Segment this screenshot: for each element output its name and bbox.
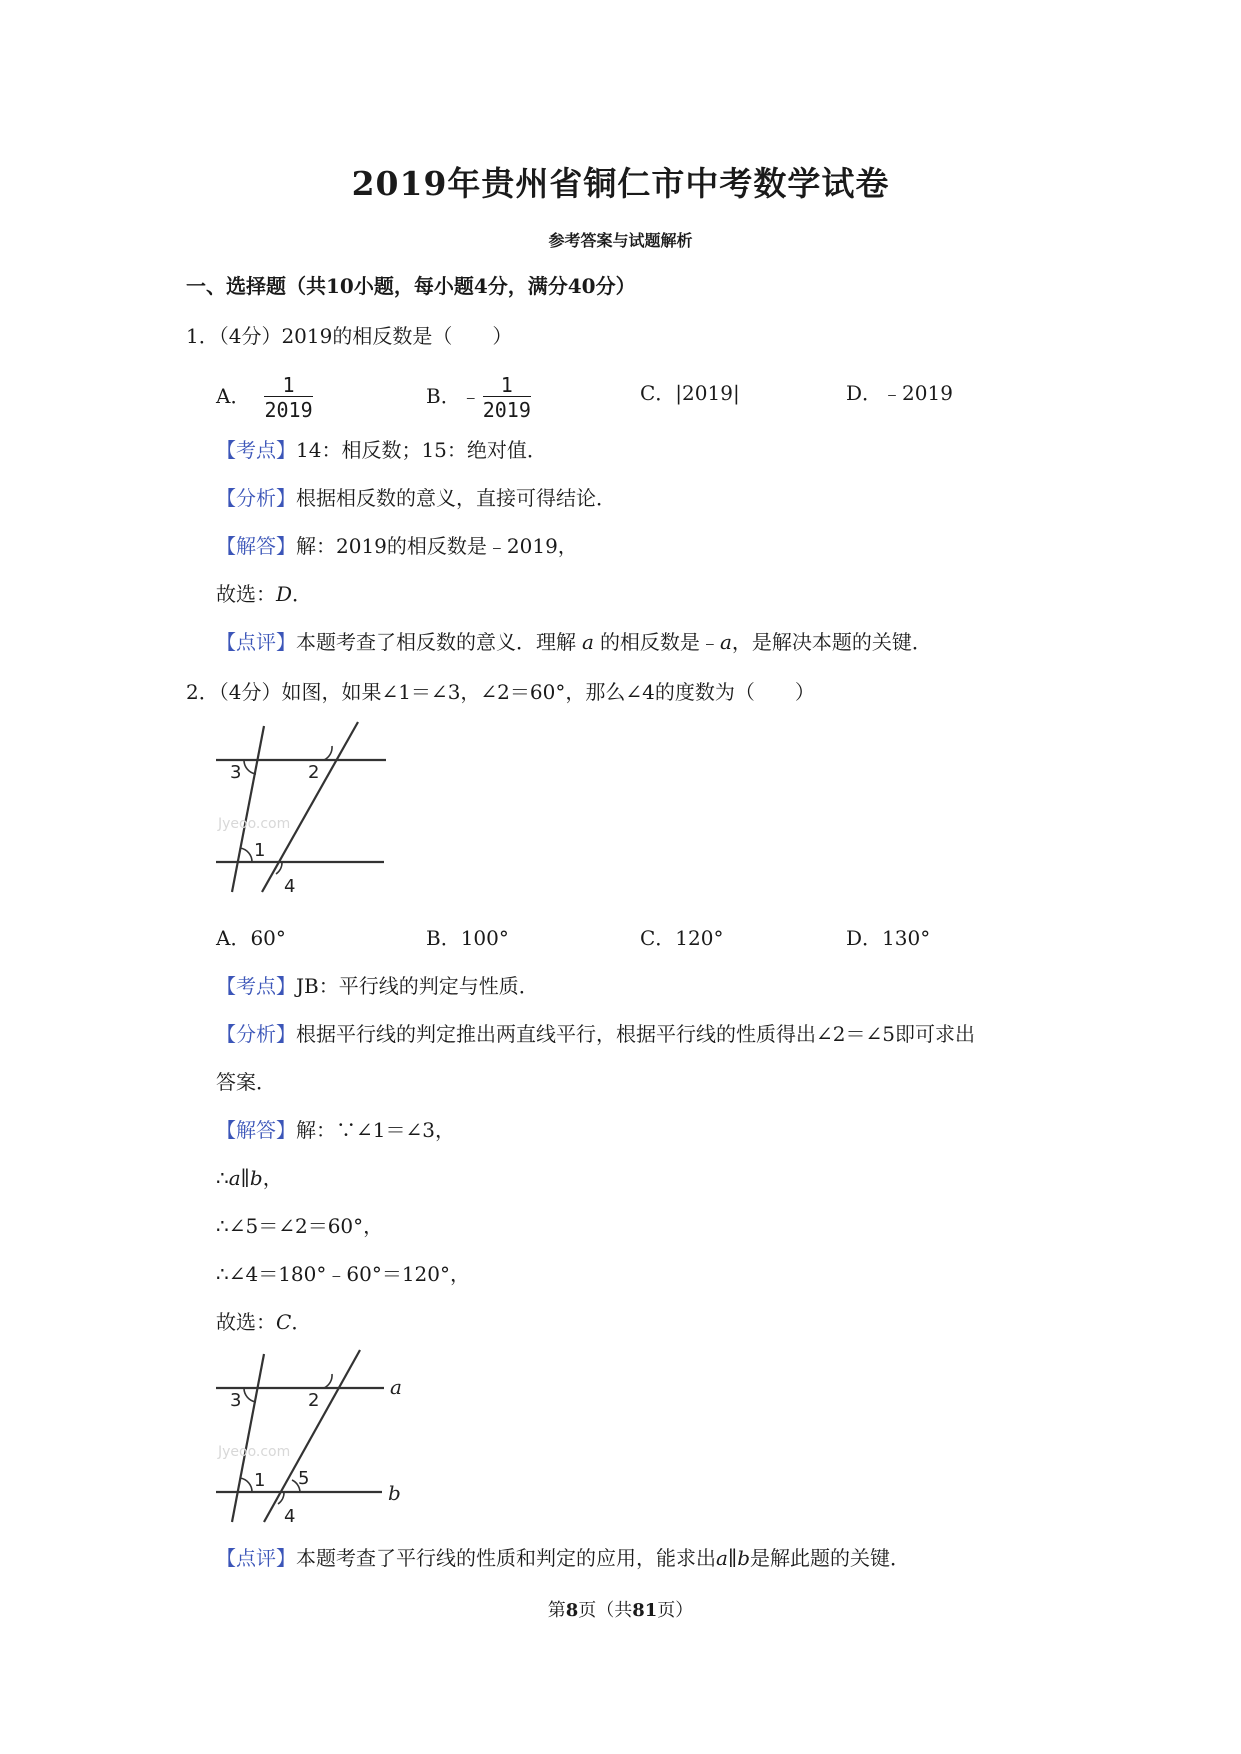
q1-jieda-tag: 【解答】 <box>216 534 296 558</box>
q1-dianping-text-3: ，是解决本题的关键． <box>731 630 932 654</box>
q2-jieda <box>216 1116 455 1144</box>
q1-option-b-fraction <box>483 374 531 421</box>
q2-step-1-var-b: b <box>249 1166 263 1190</box>
fig1-label-3: 3 <box>230 762 242 783</box>
fig1-label-4: 4 <box>284 876 296 897</box>
q2-fenxi-text: 根据平行线的判定推出两直线平行，根据平行线的性质得出∠2＝∠5即可求出 <box>296 1022 975 1046</box>
footer-total-pages: 81 <box>632 1600 658 1621</box>
q2-fenxi <box>216 1020 975 1048</box>
fig1-label-1: 1 <box>254 840 266 861</box>
q2-option-d: D．130° <box>846 926 931 950</box>
q1-stem: 1．（4分）2019的相反数是（ ） <box>186 324 513 348</box>
footer-mid: 页（共 <box>578 1600 633 1621</box>
fig2-watermark: Jyeoo.com <box>218 1444 291 1460</box>
q2-answer-prefix: 故选： <box>216 1310 276 1334</box>
fig2-label-4: 4 <box>284 1506 296 1526</box>
q1-option-b-denominator: 2019 <box>482 398 531 422</box>
fig2-label-3: 3 <box>230 1390 242 1411</box>
parallel-lines-diagram <box>212 720 402 900</box>
q1-dianping-var-2: a <box>719 630 732 654</box>
q1-option-a-numerator: 1 <box>264 374 312 397</box>
q1-kaodian-text: 14：相反数；15：绝对值． <box>296 438 547 462</box>
q2-option-a: A．60° <box>216 926 286 950</box>
q1-jieda-text: 解：2019的相反数是﹣2019， <box>296 534 578 558</box>
q1-option-a-label: A． <box>216 384 251 408</box>
q1-fenxi <box>216 484 616 512</box>
parallel-lines-solution-diagram <box>212 1346 412 1526</box>
q2-step-3: ∴∠4＝180°﹣60°＝120°， <box>216 1262 471 1286</box>
q2-dianping <box>216 1544 910 1572</box>
document-title: 2019年贵州省铜仁市中考数学试卷 <box>351 164 890 203</box>
q2-kaodian-tag: 【考点】 <box>216 974 296 998</box>
q2-dianping-tag: 【点评】 <box>216 1546 296 1570</box>
footer-prefix: 第 <box>547 1600 566 1621</box>
fig2-label-2: 2 <box>308 1390 320 1411</box>
q1-dianping-text-1: 本题考查了相反数的意义．理解 <box>296 630 576 654</box>
q1-option-a-fraction <box>264 374 312 421</box>
q2-step-1-suffix: ， <box>262 1166 283 1190</box>
q2-dianping-text-2: 是解此题的关键． <box>750 1546 910 1570</box>
q1-option-a-denominator: 2019 <box>264 398 313 422</box>
q2-jieda-text: 解：∵∠1＝∠3， <box>296 1118 455 1142</box>
q1-kaodian-tag: 【考点】 <box>216 438 296 462</box>
q2-jieda-tag: 【解答】 <box>216 1118 296 1142</box>
section-header: 一、选择题（共10小题，每小题4分，满分40分） <box>186 274 636 298</box>
q2-figure-2 <box>212 1346 412 1526</box>
q1-option-c: C．|2019| <box>640 381 740 405</box>
q2-step-1-var-a: a <box>228 1166 241 1190</box>
q2-kaodian <box>216 972 539 1000</box>
footer-suffix: 页） <box>657 1600 694 1621</box>
q2-answer-suffix: ． <box>291 1310 312 1334</box>
q2-stem: 2．（4分）如图，如果∠1＝∠3，∠2＝60°，那么∠4的度数为（ ） <box>186 680 815 704</box>
q1-option-a <box>216 374 313 421</box>
q2-dianping-var-b: b <box>737 1546 750 1570</box>
q2-step-1-parallel: ∥ <box>240 1166 250 1190</box>
q1-answer-choice: D <box>276 582 293 606</box>
q2-kaodian-text: JB：平行线的判定与性质． <box>296 974 539 998</box>
q1-dianping-text-2: 的相反数是﹣ <box>599 630 720 654</box>
q1-answer-prefix: 故选： <box>216 582 276 606</box>
footer-page-number: 8 <box>565 1600 579 1621</box>
q1-option-b-numerator: 1 <box>483 374 531 397</box>
q2-answer-line <box>216 1308 311 1336</box>
q1-option-d: D．﹣2019 <box>846 381 953 405</box>
q2-answer-choice: C <box>276 1310 292 1334</box>
q2-step-2: ∴∠5＝∠2＝60°， <box>216 1214 384 1238</box>
q2-fenxi-continued: 答案． <box>216 1070 276 1094</box>
document-subtitle: 参考答案与试题解析 <box>548 231 693 250</box>
q2-figure-1 <box>212 720 402 900</box>
fig2-label-a: a <box>390 1375 402 1399</box>
q1-dianping <box>216 628 932 656</box>
q2-fenxi-tag: 【分析】 <box>216 1022 296 1046</box>
q2-option-b: B．100° <box>426 926 509 950</box>
q1-option-b <box>426 374 531 421</box>
q2-step-1-prefix: ∴ <box>216 1166 229 1190</box>
q2-option-c: C．120° <box>640 926 724 950</box>
q1-fenxi-tag: 【分析】 <box>216 486 296 510</box>
q1-fenxi-text: 根据相反数的意义，直接可得结论． <box>296 486 616 510</box>
q1-kaodian <box>216 436 547 464</box>
q2-dianping-text-1: 本题考查了平行线的性质和判定的应用，能求出 <box>296 1546 716 1570</box>
fig2-label-5: 5 <box>298 1468 310 1489</box>
q2-dianping-var-a: a <box>716 1546 728 1570</box>
q1-dianping-tag: 【点评】 <box>216 630 296 654</box>
q1-answer-suffix: ． <box>292 582 313 606</box>
q1-answer-line <box>216 580 312 608</box>
fig2-label-1: 1 <box>254 1470 266 1491</box>
q1-dianping-var-1: a <box>582 630 594 654</box>
fig1-label-2: 2 <box>308 762 320 783</box>
q2-step-1 <box>216 1164 283 1192</box>
q1-jieda <box>216 532 578 560</box>
q2-dianping-parallel: ∥ <box>727 1546 738 1570</box>
fig1-watermark: Jyeoo.com <box>218 816 291 832</box>
q1-option-b-label: B．﹣ <box>426 384 481 408</box>
page-footer <box>0 1596 1241 1622</box>
fig2-label-b: b <box>388 1481 401 1505</box>
